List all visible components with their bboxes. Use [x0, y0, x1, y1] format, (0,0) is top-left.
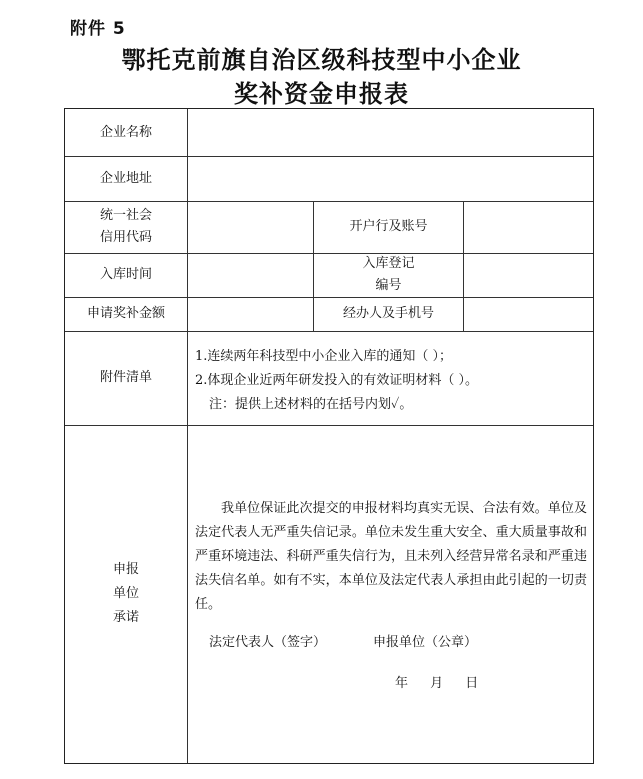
- attachment-item-2: 2.体现企业近两年研发投入的有效证明材料（ ）。: [195, 373, 479, 388]
- registration-no-label: [314, 253, 463, 297]
- pledge-label-line1: 申报: [112, 562, 139, 577]
- attachment-label: 附件 5: [70, 19, 126, 39]
- pledge-label-line2: 单位: [112, 586, 139, 601]
- registration-no-label-line1: 入库登记: [362, 256, 415, 271]
- company-name-label: 企业名称: [99, 124, 152, 140]
- attachments-label: 附件清单: [99, 370, 152, 385]
- company-address-field[interactable]: [188, 156, 593, 201]
- unit-seal[interactable]: 申报单位（公章）: [373, 635, 478, 650]
- company-name-field[interactable]: [188, 109, 593, 156]
- date-line[interactable]: 年 月 日: [395, 676, 479, 691]
- legal-representative-signature[interactable]: 法定代表人（签字）: [209, 635, 327, 650]
- form-title-line1: 鄂托克前旗自治区级科技型中小企业: [121, 45, 522, 74]
- registration-no-field[interactable]: [464, 253, 593, 297]
- bank-account-field[interactable]: [464, 201, 593, 253]
- subsidy-amount-label: 申请奖补金额: [86, 306, 165, 321]
- credit-code-label-line2: 信用代码: [99, 230, 152, 245]
- subsidy-amount-field[interactable]: [188, 297, 313, 331]
- handler-field[interactable]: [464, 297, 593, 331]
- credit-code-label: [65, 201, 187, 253]
- registration-no-label-line2: 编号: [375, 278, 402, 293]
- handler-label: 经办人及手机号: [342, 306, 434, 321]
- pledge-label-line3: 承诺: [112, 610, 139, 625]
- application-form-table: [64, 108, 594, 764]
- storage-time-field[interactable]: [188, 253, 313, 297]
- attachment-note: 注：提供上述材料的在括号内划✓。: [209, 397, 413, 412]
- credit-code-field[interactable]: [188, 201, 313, 253]
- credit-code-label-line1: 统一社会: [99, 208, 152, 223]
- bank-account-label: 开户行及账号: [349, 219, 428, 234]
- form-title-line2: 奖补资金申报表: [234, 79, 409, 108]
- pledge-label: [65, 425, 187, 763]
- pledge-statement: 我单位保证此次提交的申报材料均真实无误、合法有效。单位及法定代表人无严重失信记录。单位未发生重大安全、重大质量事故和严重环境违法、科研严重失信行为，且未列入经营异常名录和严重违法失信名单。如有不实，本单位及法定代表人承担由此引起的一切责任。: [195, 501, 587, 612]
- attachment-item-1: 1.连续两年科技型中小企业入库的通知（ ）；: [195, 349, 453, 364]
- storage-time-label: 入库时间: [99, 267, 152, 282]
- company-address-label: 企业地址: [99, 170, 152, 186]
